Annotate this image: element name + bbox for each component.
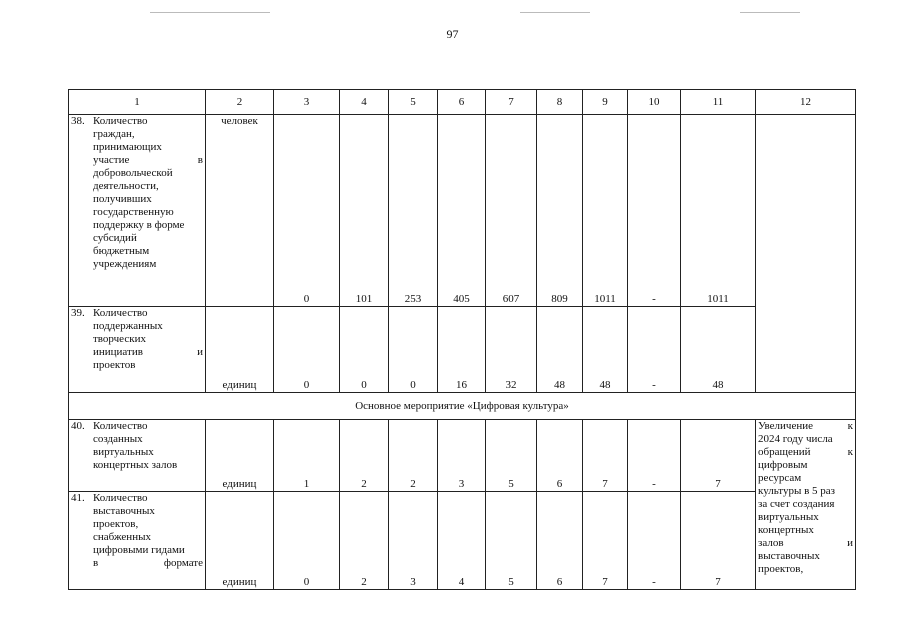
- value-cell: 2: [340, 492, 389, 590]
- value-cell: -: [628, 492, 681, 590]
- value-cell: 2: [340, 420, 389, 492]
- header-cell: 1: [69, 90, 206, 115]
- indicator-name-cell: [69, 492, 206, 590]
- value-cell: 0: [340, 307, 389, 393]
- row-number: 40.: [71, 420, 85, 432]
- note-line: виртуальных: [758, 511, 819, 523]
- name-line: субсидий: [93, 232, 137, 244]
- name-line: добровольческой: [93, 167, 173, 179]
- value-cell: 1011: [583, 115, 628, 307]
- section-title: Основное мероприятие «Цифровая культура»: [69, 393, 856, 420]
- table-row: [69, 115, 856, 307]
- name-line: деятельности,: [93, 180, 159, 192]
- row-number: 41.: [71, 492, 85, 504]
- note-cell: [756, 420, 856, 590]
- value-cell: 6: [537, 420, 583, 492]
- name-line: снабженных: [93, 531, 151, 543]
- indicator-name-cell: [69, 307, 206, 393]
- value-cell: 3: [438, 420, 486, 492]
- note-line: выставочных: [758, 550, 820, 562]
- header-cell: 3: [274, 90, 340, 115]
- scan-artifact-line: [520, 12, 590, 13]
- name-line: поддержанных: [93, 320, 163, 332]
- name-line: получивших: [93, 193, 152, 205]
- table-row: [69, 420, 856, 492]
- header-cell: 9: [583, 90, 628, 115]
- name-line: принимающих: [93, 141, 162, 153]
- note-line: 2024 году числа: [758, 433, 833, 445]
- value-cell: 16: [438, 307, 486, 393]
- value-cell: 48: [537, 307, 583, 393]
- value-cell: 101: [340, 115, 389, 307]
- header-cell: 2: [206, 90, 274, 115]
- name-line: Количество: [93, 492, 148, 504]
- row-number: 38.: [71, 115, 85, 127]
- name-line: в формате: [93, 557, 203, 569]
- value-cell: 1: [274, 420, 340, 492]
- note-line: концертных: [758, 524, 814, 536]
- note-line: ресурсам: [758, 472, 802, 484]
- header-cell: 6: [438, 90, 486, 115]
- value-cell: 7: [681, 420, 756, 492]
- value-cell: 0: [274, 307, 340, 393]
- name-line: учреждениям: [93, 258, 157, 270]
- name-line: концертных залов: [93, 459, 178, 471]
- header-cell: 5: [389, 90, 438, 115]
- indicator-name-cell: [69, 115, 206, 307]
- name-line: государственную: [93, 206, 174, 218]
- name-line: бюджетным: [93, 245, 150, 257]
- name-line: инициатив и: [93, 346, 203, 358]
- value-cell: 48: [681, 307, 756, 393]
- value-cell: 4: [438, 492, 486, 590]
- header-cell: 4: [340, 90, 389, 115]
- value-cell: 5: [486, 420, 537, 492]
- name-line: цифровыми гидами: [93, 544, 185, 556]
- row-number: 39.: [71, 307, 85, 319]
- value-cell: 3: [389, 492, 438, 590]
- name-line: созданных: [93, 433, 143, 445]
- value-cell: -: [628, 115, 681, 307]
- note-cell-empty: [756, 115, 856, 393]
- name-line: виртуальных: [93, 446, 154, 458]
- note-line: цифровым: [758, 459, 808, 471]
- name-line: Количество: [93, 420, 148, 432]
- value-cell: -: [628, 307, 681, 393]
- value-cell: 0: [389, 307, 438, 393]
- name-line: творческих: [93, 333, 146, 345]
- value-cell: 809: [537, 115, 583, 307]
- header-cell: 8: [537, 90, 583, 115]
- value-cell: 405: [438, 115, 486, 307]
- indicators-table: [68, 89, 856, 590]
- value-cell: 7: [583, 492, 628, 590]
- value-cell: 6: [537, 492, 583, 590]
- table-row: [69, 307, 856, 393]
- value-cell: 32: [486, 307, 537, 393]
- value-cell: 2: [389, 420, 438, 492]
- name-line: проектов: [93, 359, 136, 371]
- indicator-name-cell: [69, 420, 206, 492]
- header-cell: 7: [486, 90, 537, 115]
- name-line: проектов,: [93, 518, 139, 530]
- header-row: [69, 90, 856, 115]
- value-cell: 607: [486, 115, 537, 307]
- name-line: участие в: [93, 154, 203, 166]
- unit-cell: единиц: [206, 420, 274, 492]
- header-cell: 12: [756, 90, 856, 115]
- name-line: выставочных: [93, 505, 155, 517]
- table-row: [69, 492, 856, 590]
- unit-cell: единиц: [206, 307, 274, 393]
- note-line: за счет создания: [758, 498, 835, 510]
- value-cell: 0: [274, 115, 340, 307]
- name-line: Количество: [93, 115, 148, 127]
- note-line: культуры в 5 раз: [758, 485, 836, 497]
- value-cell: 48: [583, 307, 628, 393]
- section-row: [69, 393, 856, 420]
- scan-artifact-line: [740, 12, 800, 13]
- note-line: залов и: [758, 537, 853, 549]
- value-cell: 253: [389, 115, 438, 307]
- header-cell: 10: [628, 90, 681, 115]
- unit-cell: человек: [206, 115, 274, 307]
- value-cell: -: [628, 420, 681, 492]
- name-line: Количество: [93, 307, 148, 319]
- name-line: поддержку в форме: [93, 219, 185, 231]
- note-line: Увеличение к: [758, 420, 853, 432]
- scan-artifact-line: [150, 12, 270, 13]
- value-cell: 0: [274, 492, 340, 590]
- page-number: 97: [446, 27, 459, 41]
- value-cell: 5: [486, 492, 537, 590]
- value-cell: 7: [681, 492, 756, 590]
- value-cell: 7: [583, 420, 628, 492]
- note-line: обращений к: [758, 446, 853, 458]
- value-cell: 1011: [681, 115, 756, 307]
- note-line: проектов,: [758, 563, 804, 575]
- header-cell: 11: [681, 90, 756, 115]
- name-line: граждан,: [93, 128, 135, 140]
- unit-cell: единиц: [206, 492, 274, 590]
